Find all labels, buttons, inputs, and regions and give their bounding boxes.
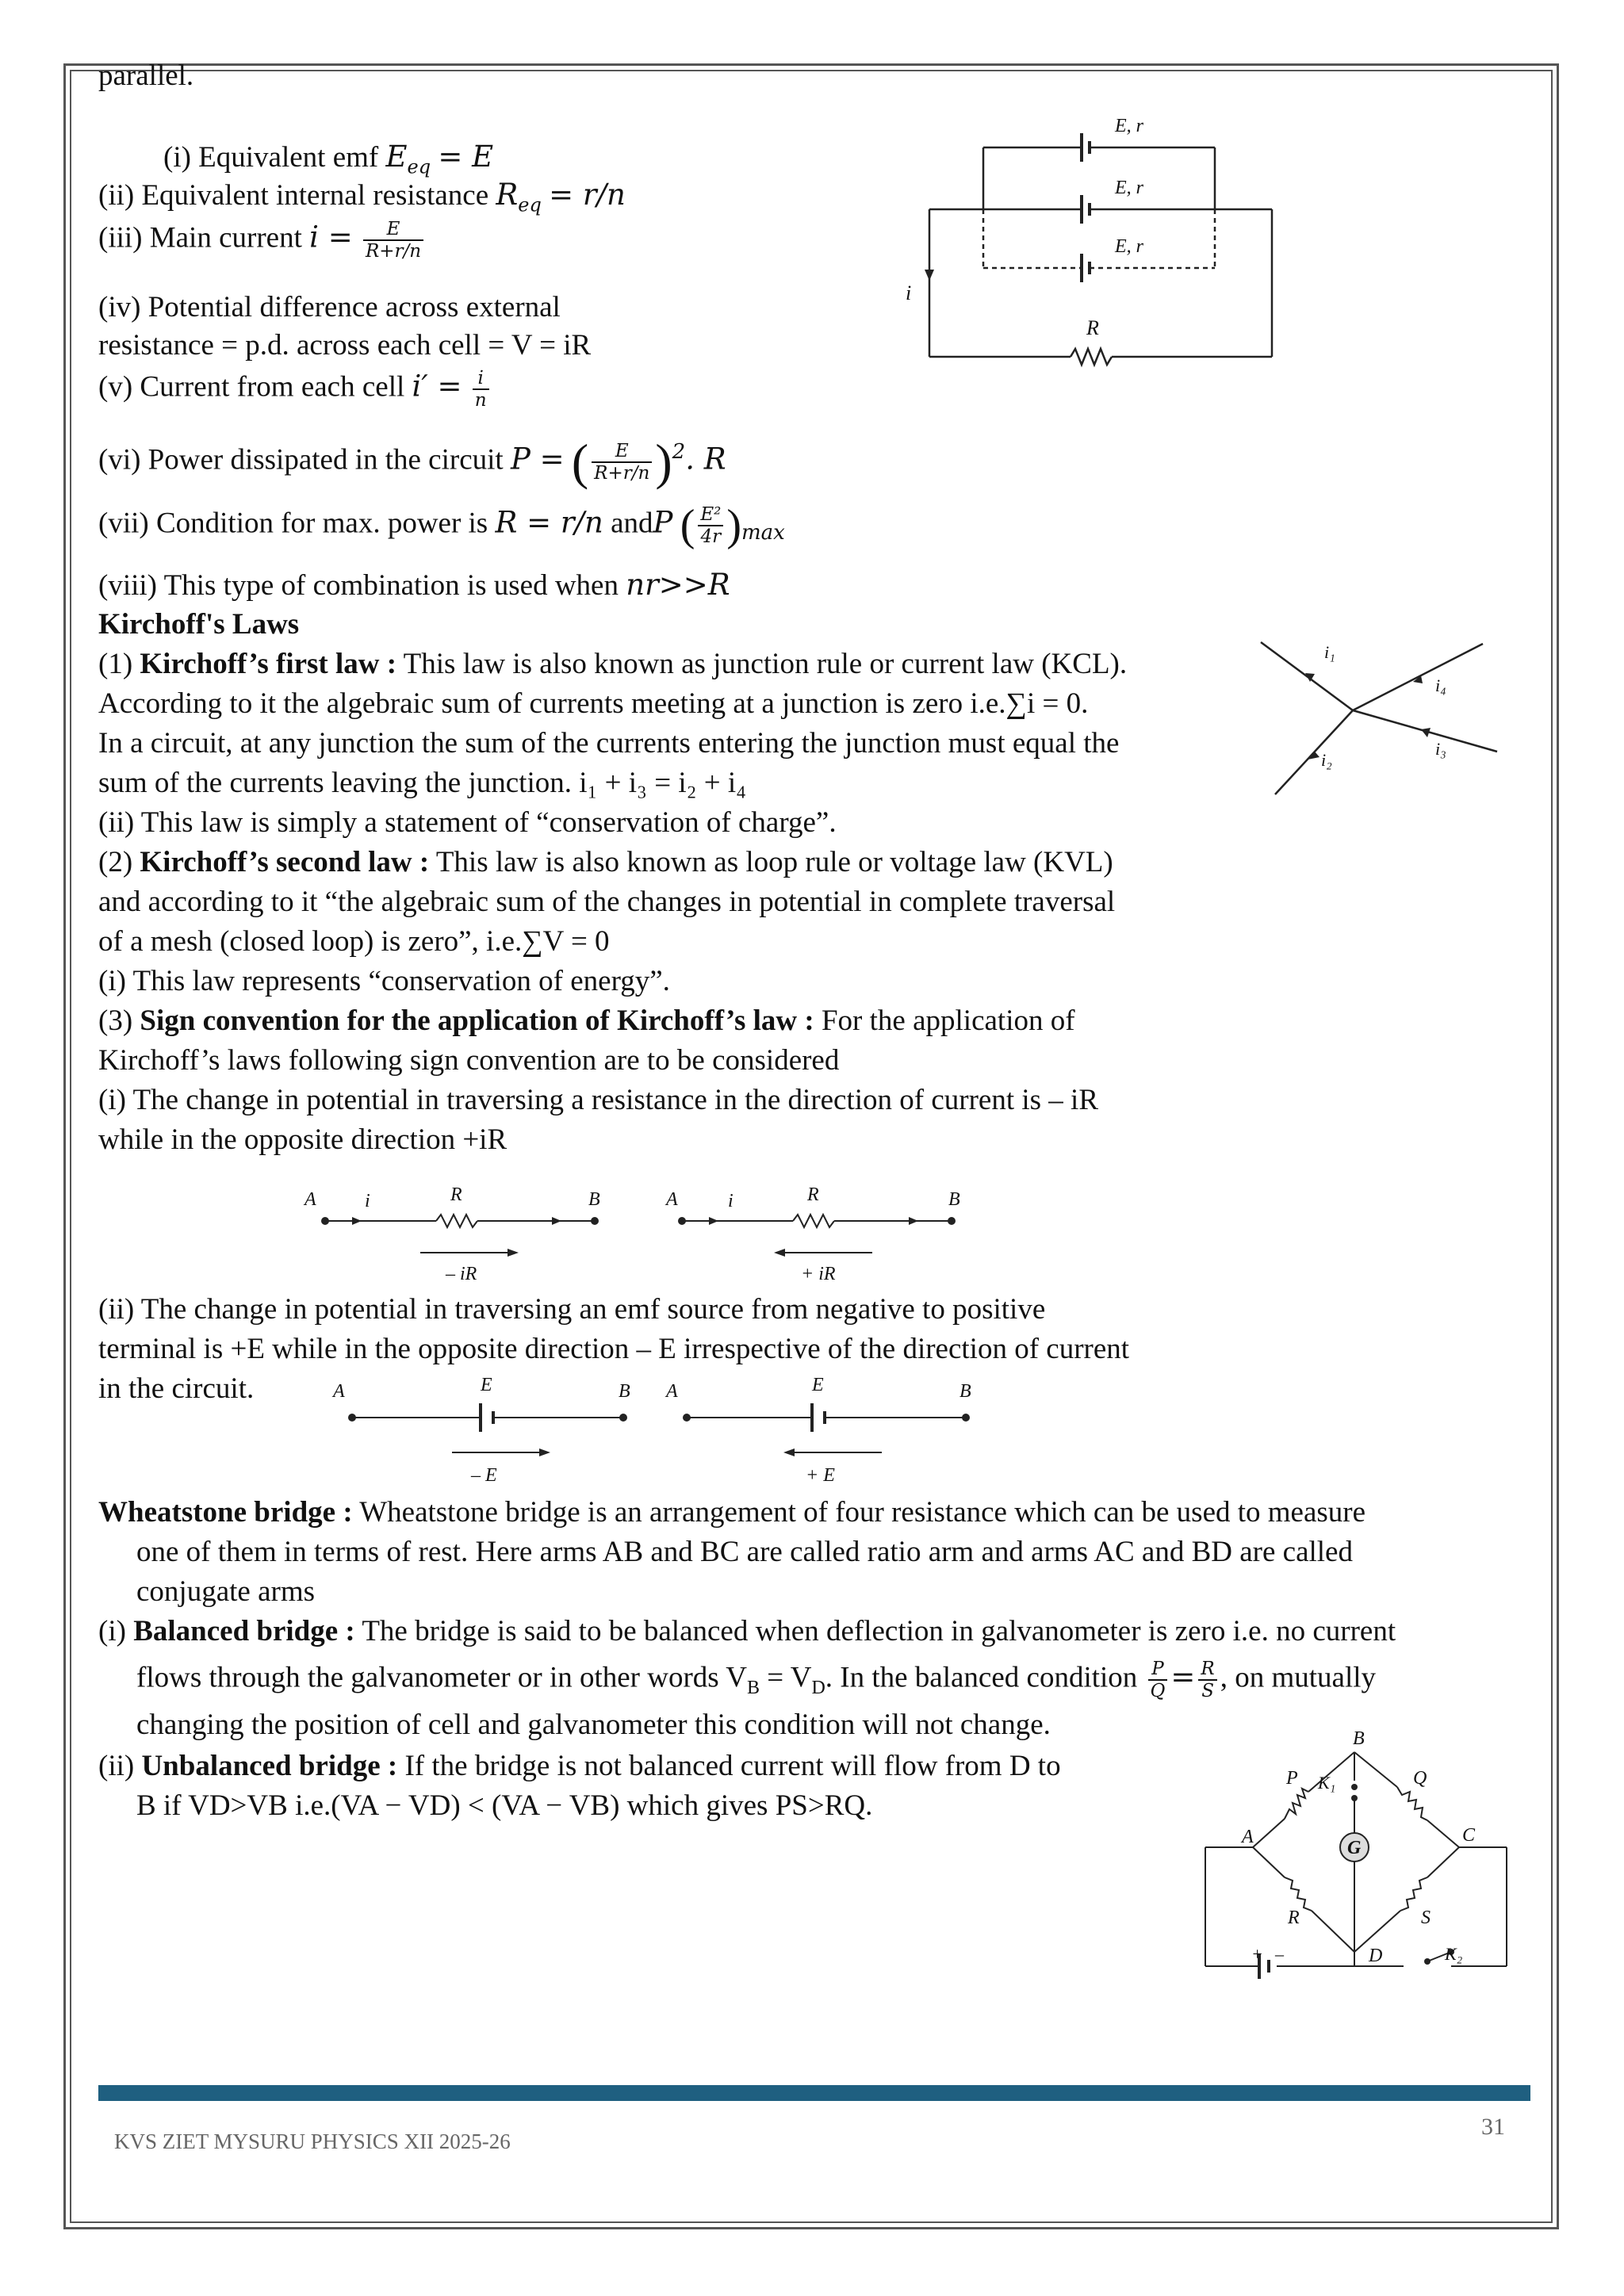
wheatstone-bridge-diagram — [1189, 1720, 1530, 2022]
parallel-item-3: (iii) Main current i = $\frac{E}{R+r/n}$ — [98, 219, 427, 262]
res-right-a: A — [666, 1189, 678, 1210]
emf-left-e: E — [481, 1375, 492, 1395]
cell-current-fraction: $\frac{i}{n}$ — [473, 368, 489, 411]
res-left-r: R — [450, 1184, 462, 1205]
emf-right-a: A — [666, 1381, 678, 1402]
sign-convention-line6: terminal is +E while in the opposite direction – E irrespective of the direction of current — [98, 1333, 1130, 1365]
sign-convention: (3) Sign convention for the application of Kirchoff’s law : For the application of — [98, 1004, 1075, 1037]
junction-diagram — [1245, 626, 1515, 809]
bridge-a: A — [1242, 1827, 1254, 1847]
parallel-item-7: (vii) Condition for max. power is R = r/n andP ( $\frac{\text{E²}}{4r}$ )$_{max}$ — [98, 501, 785, 550]
bridge-s: S — [1421, 1908, 1431, 1928]
balanced-bridge: (i) Balanced bridge : The bridge is said to be balanced when deflection in galvanometer is zero i.e. no current — [98, 1615, 1396, 1647]
cell-label-3: E, r — [1115, 236, 1143, 257]
bridge-k2: K₂ — [1445, 1944, 1463, 1964]
current-label: i — [906, 281, 912, 304]
footer-bar — [98, 2085, 1530, 2101]
res-right-i: i — [728, 1191, 733, 1211]
unbalanced-bridge: (ii) Unbalanced bridge : If the bridge is not balanced current will flow from D to — [98, 1750, 1061, 1782]
parallel-item-8: (viii) This type of combination is used when nr>>R — [98, 568, 730, 602]
kirchoff-first-line4: sum of the currents leaving the junction. i₁ + i₃ = i₂ + i₄ — [98, 767, 747, 799]
balance-fraction-pq: $\frac{P}{Q}$ — [1148, 1659, 1168, 1701]
kirchoff-first-line5: (ii) This law is simply a statement of “conservation of charge”. — [98, 806, 837, 839]
res-left-result: – iR — [446, 1264, 477, 1284]
emf-left-result: – E — [471, 1465, 497, 1486]
kirchoff-second-line3: of a mesh (closed loop) is zero”, i.e.∑V = 0 — [98, 925, 610, 958]
sign-convention-line7: in the circuit. — [98, 1372, 255, 1405]
res-right-result: + iR — [801, 1264, 836, 1284]
emf-right-result: + E — [806, 1465, 835, 1486]
bridge-minus: – — [1275, 1944, 1284, 1964]
footer-text: KVS ZIET MYSURU PHYSICS XII 2025-26 — [114, 2130, 511, 2153]
wheatstone-intro-line3: conjugate arms — [136, 1575, 315, 1608]
cell-label-2: E, r — [1115, 178, 1143, 198]
bridge-b: B — [1353, 1728, 1365, 1749]
parallel-item-5: (v) Current from each cell i′ = $\frac{i}{n}$ — [98, 368, 492, 411]
parallel-intro: parallel. — [98, 59, 194, 92]
parallel-item-6: (vi) Power dissipated in the circuit P = ( $\frac{E}{R+r/n}$ )$^2$. R — [98, 433, 726, 490]
sign-convention-line2: Kirchoff’s laws following sign convention are to be considered — [98, 1044, 840, 1077]
kirchoff-first-line2: According to it the algebraic sum of currents meeting at a junction is zero i.e.∑i = 0. — [98, 687, 1089, 720]
unbalanced-bridge-line2: B if VD>VB i.e.(VA − VD) < (VA − VB) which gives PS>RQ. — [136, 1789, 873, 1822]
resistance-traversal-diagram — [293, 1181, 991, 1284]
emf-left-b: B — [619, 1381, 630, 1402]
res-left-b: B — [588, 1189, 600, 1210]
bridge-c: C — [1462, 1825, 1476, 1846]
emf-right-b: B — [959, 1381, 971, 1402]
max-power-fraction: $\frac{\text{E²}}{4r}$ — [698, 504, 723, 547]
power-fraction: $\frac{E}{R+r/n}$ — [592, 441, 652, 484]
parallel-cells-diagram — [888, 103, 1300, 373]
bridge-r: R — [1288, 1908, 1300, 1928]
res-right-r: R — [807, 1184, 819, 1205]
resistor-label: R — [1086, 316, 1099, 339]
emf-right-e: E — [812, 1375, 824, 1395]
junction-i4: i₄ — [1435, 675, 1446, 695]
kirchoff-second-law: (2) Kirchoff’s second law : This law is also known as loop rule or voltage law (KVL) — [98, 846, 1113, 878]
res-left-i: i — [365, 1191, 370, 1211]
wheatstone-intro-line2: one of them in terms of rest. Here arms AB and BC are called ratio arm and arms AC and BD are called — [136, 1536, 1353, 1568]
parallel-item-4-line2: resistance = p.d. across each cell = V = iR — [98, 329, 592, 362]
kirchoff-heading: Kirchoff's Laws — [98, 608, 300, 641]
emf-traversal-diagram — [325, 1362, 991, 1492]
galvanometer-g: G — [1347, 1838, 1362, 1858]
sign-convention-line5: (ii) The change in potential in traversing an emf source from negative to positive — [98, 1293, 1046, 1326]
kirchoff-second-line2: and according to it “the algebraic sum of the changes in potential in complete traversal — [98, 886, 1116, 918]
kirchoff-second-line4: (i) This law represents “conservation of energy”. — [98, 965, 670, 997]
bridge-k1: K₁ — [1318, 1773, 1336, 1793]
res-left-a: A — [304, 1189, 316, 1210]
sign-convention-line4: while in the opposite direction +iR — [98, 1123, 508, 1156]
bridge-d: D — [1369, 1946, 1383, 1966]
bridge-plus: + — [1251, 1944, 1263, 1964]
cell-label-1: E, r — [1115, 116, 1143, 136]
emf-left-a: A — [333, 1381, 345, 1402]
junction-i3: i₃ — [1435, 739, 1446, 759]
parallel-item-2: (ii) Equivalent internal resistance $R_{eq} = r/n$ — [98, 178, 626, 216]
res-right-b: B — [948, 1189, 960, 1210]
balanced-bridge-line2: flows through the galvanometer or in other words $V_B = V_D$. In the balanced condition $\frac{P}{Q}$ = $\frac{R}{S}$ , on mutually — [136, 1659, 1377, 1701]
kirchoff-first-law: (1) Kirchoff’s first law : This law is also known as junction rule or current law (KCL). — [98, 648, 1128, 680]
balanced-bridge-line3: changing the position of cell and galvanometer this condition will not change. — [136, 1709, 1051, 1741]
main-current-fraction: $\frac{E}{R+r/n}$ — [363, 219, 423, 262]
balance-fraction-rs: $\frac{R}{S}$ — [1198, 1659, 1216, 1701]
page-number: 31 — [1481, 2114, 1505, 2140]
sign-convention-line3: (i) The change in potential in traversing a resistance in the direction of current is – iR — [98, 1084, 1099, 1116]
bridge-q: Q — [1413, 1768, 1427, 1789]
parallel-item-4-line1: (iv) Potential difference across external — [98, 291, 561, 323]
junction-i1: i₁ — [1324, 642, 1335, 662]
junction-i2: i₂ — [1321, 750, 1332, 770]
parallel-item-1: (i) Equivalent emf $E_{eq} = E$ — [163, 140, 494, 178]
bridge-p: P — [1286, 1768, 1298, 1789]
kirchoff-first-line3: In a circuit, at any junction the sum of the currents entering the junction must equal the — [98, 727, 1120, 760]
wheatstone-intro: Wheatstone bridge : Wheatstone bridge is an arrangement of four resistance which can be used to measure — [98, 1496, 1366, 1529]
